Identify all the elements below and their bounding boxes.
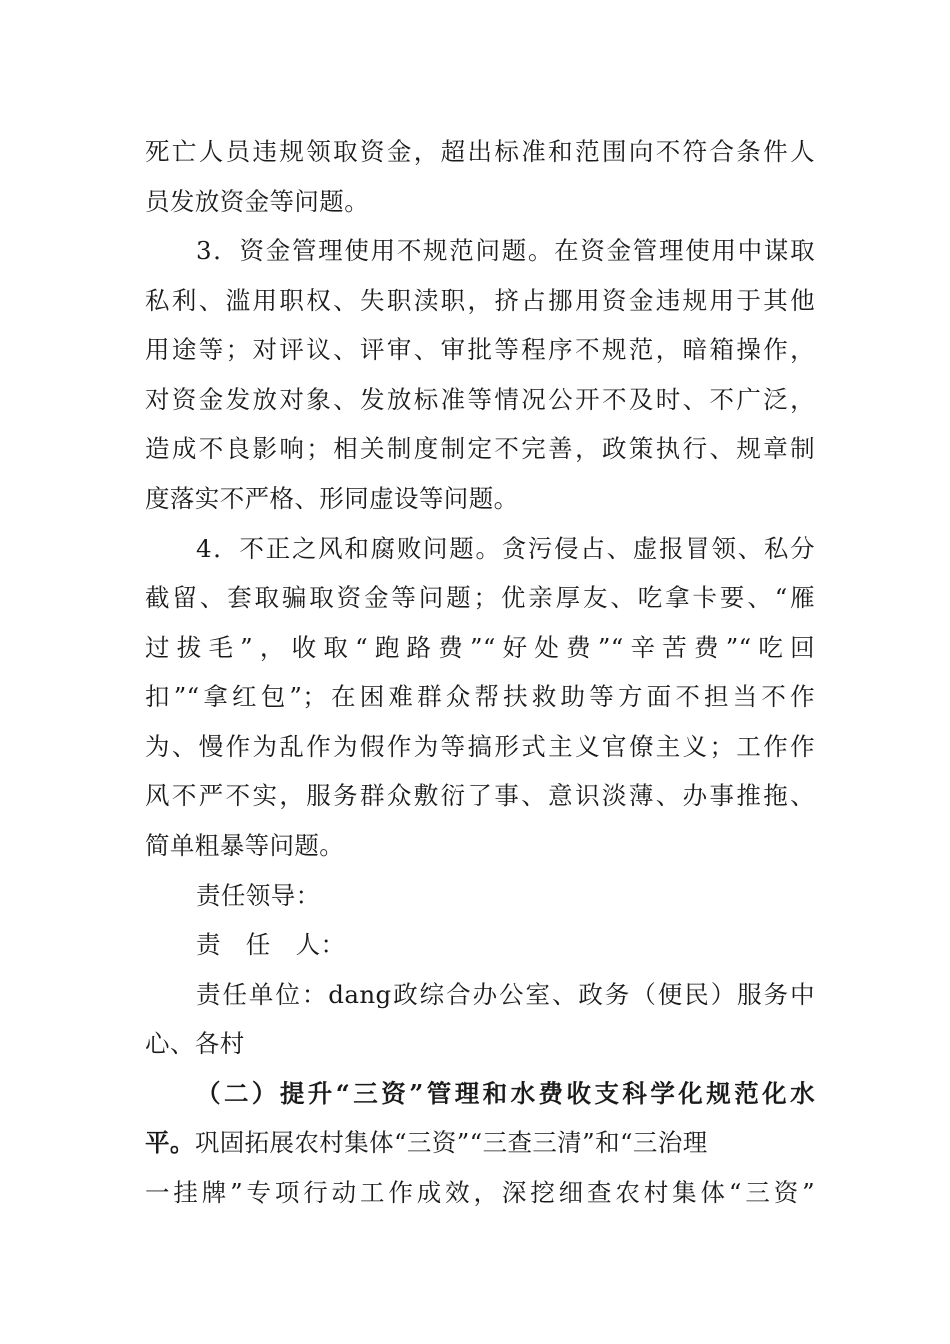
paragraph-line: 3．资金管理使用不规范问题。在资金管理使用中谋取 [196, 236, 815, 265]
section-heading: （二）提升“三资”管理和水费收支科学化规范化水 [196, 1079, 815, 1108]
paragraph-line: 员发放资金等问题。 [145, 187, 370, 216]
paragraph-line: 简单粗暴等问题。 [145, 831, 345, 860]
section-heading-end [145, 1118, 708, 1168]
paragraph-line: 造成不良影响；相关制度制定不完善，政策执行、规章制 [145, 434, 815, 463]
paragraph-line: 一挂牌”专项行动工作成效，深挖细查农村集体“三资” [145, 1178, 815, 1207]
paragraph-line: 风不严不实，服务群众敷衍了事、意识淡薄、办事推拖、 [145, 781, 815, 810]
paragraph-line: 为、慢作为乱作为假作为等搞形式主义官僚主义；工作作 [145, 732, 815, 761]
section-heading-tail: 平。 [145, 1128, 195, 1157]
paragraph-line: 死亡人员违规领取资金，超出标准和范围向不符合条件人 [145, 137, 815, 166]
responsible-unit-line: 心、各村 [145, 1029, 245, 1058]
responsible-person-label: 责 任 人： [196, 930, 346, 959]
paragraph-line: 巩固拓展农村集体“三资”“三查三清”和“三治理 [194, 1128, 708, 1157]
paragraph-line: 用途等；对评议、评审、审批等程序不规范，暗箱操作， [145, 335, 815, 364]
paragraph-line: 对资金发放对象、发放标准等情况公开不及时、不广泛， [145, 385, 815, 414]
paragraph-line: 私利、滥用职权、失职渎职，挤占挪用资金违规用于其他 [145, 286, 815, 315]
responsible-unit-line: 责任单位：dang政综合办公室、政务（便民）服务中 [196, 980, 815, 1009]
paragraph-line: 截留、套取骗取资金等问题；优亲厚友、吃拿卡要、“雁 [145, 583, 815, 612]
responsible-leader-label: 责任领导： [196, 881, 321, 910]
paragraph-line: 扣”“拿红包”；在困难群众帮扶救助等方面不担当不作 [145, 682, 815, 711]
paragraph-line: 过拔毛”，收取“跑路费”“好处费”“辛苦费”“吃回 [145, 633, 815, 662]
paragraph-line: 4．不正之风和腐败问题。贪污侵占、虚报冒领、私分 [196, 534, 815, 563]
paragraph-line: 度落实不严格、形同虚设等问题。 [145, 484, 519, 513]
